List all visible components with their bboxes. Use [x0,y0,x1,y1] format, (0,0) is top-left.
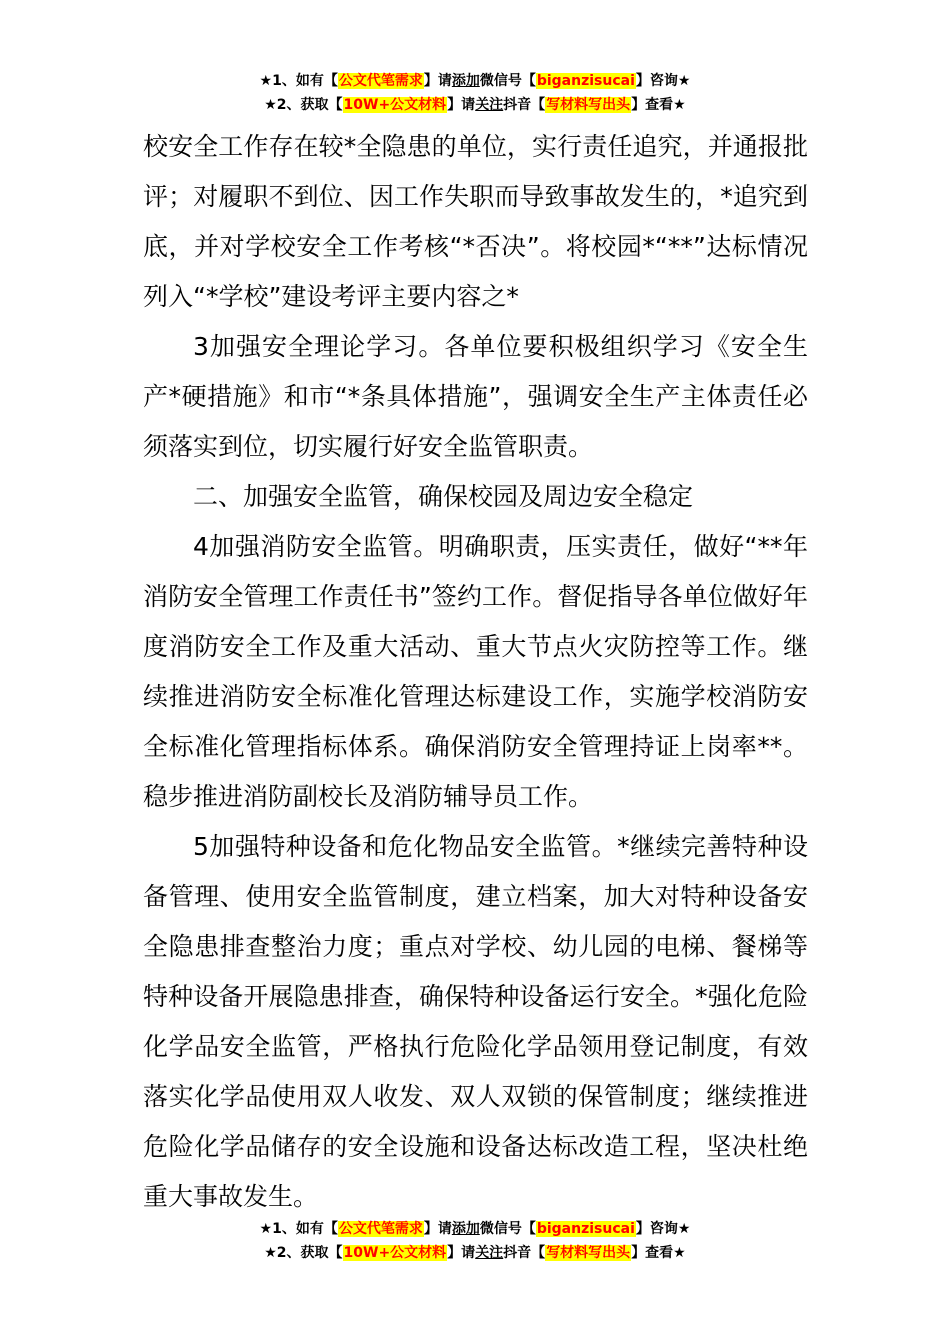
banner-line-2 [0,1242,950,1266]
document-body [143,122,808,1222]
banner-text: 】查看★ [631,97,686,113]
banner-underline: 关注 [475,97,504,113]
banner-text: ★2、获取【 [264,97,343,113]
banner-highlight: 公文代笔需求 [338,73,423,89]
section-heading-2: 二、加强安全监管，确保校园及周边安全稳定 [193,482,694,511]
banner-line-2 [0,94,950,118]
banner-underline: 关注 [475,1245,504,1261]
banner-text: 微信号【 [479,1221,536,1237]
banner-highlight: biganzisucai [536,73,635,89]
banner-text: 】请 [423,73,452,89]
banner-highlight: 10W+公文材料 [343,1245,447,1261]
banner-text: 】请 [447,97,476,113]
banner-text: 微信号【 [479,73,536,89]
banner-text: 抖音【 [503,97,546,113]
banner-highlight: biganzisucai [536,1221,635,1237]
banner-text: 】咨询★ [635,73,691,89]
banner-line-1 [0,70,950,94]
paragraph-item-4: 4加强消防安全监管。明确职责，压实责任，做好“**年消防安全管理工作责任书”签约工作。督促指导各单位做好年度消防安全工作及重大活动、重大节点火灾防控等工作。继续推进消防安全标准化管理达标建设工作，实施学校消防安全标准化管理指标体系。确保消防安全管理持证上岗率**。稳步推进消防副校长及消防辅导员工作。 [143,532,808,811]
banner-text: 抖音【 [503,1245,546,1261]
paragraph-item-3: 3加强安全理论学习。各单位要积极组织学习《安全生产*硬措施》和市“*条具体措施”，强调安全生产主体责任必须落实到位，切实履行好安全监管职责。 [143,332,808,461]
banner-line-1 [0,1218,950,1242]
banner-text: 】咨询★ [635,1221,691,1237]
paragraph-item-5: 5加强特种设备和危化物品安全监管。*继续完善特种设备管理、使用安全监管制度，建立档案，加大对特种设备安全隐患排查整治力度；重点对学校、幼儿园的电梯、餐梯等特种设备开展隐患排查，确保特种设备运行安全。*强化危险化学品安全监管，严格执行危险化学品领用登记制度，有效落实化学品使用双人收发、双人双锁的保管制度；继续推进危险化学品储存的安全设施和设备达标改造工程，坚决杜绝重大事故发生。 [143,832,808,1211]
footer-banner [0,1218,950,1266]
paragraph-continuation: 校安全工作存在较*全隐患的单位，实行责任追究，并通报批评；对履职不到位、因工作失职而导致事故发生的，*追究到底，并对学校安全工作考核“*否决”。将校园*“**”达标情况列入“*学校”建设考评主要内容之* [143,132,808,311]
banner-underline: 添加 [451,1221,480,1237]
banner-highlight: 写材料写出头 [546,1245,631,1261]
banner-text: ★1、如有【 [259,1221,338,1237]
banner-highlight: 写材料写出头 [546,97,631,113]
banner-highlight: 公文代笔需求 [338,1221,423,1237]
banner-highlight: 10W+公文材料 [343,97,447,113]
banner-text: ★2、获取【 [264,1245,343,1261]
banner-underline: 添加 [451,73,480,89]
banner-text: 】请 [447,1245,476,1261]
banner-text: ★1、如有【 [259,73,338,89]
banner-text: 】请 [423,1221,452,1237]
banner-text: 】查看★ [631,1245,686,1261]
header-banner [0,70,950,118]
